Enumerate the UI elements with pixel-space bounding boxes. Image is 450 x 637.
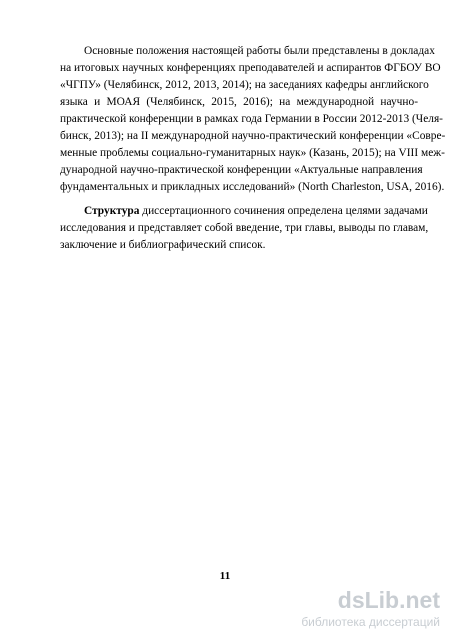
watermark-logo: dsLib.net [337,587,440,613]
paragraph1-line-8: дународной научно-практической конференции «Актуальные направления [60,164,423,176]
paragraph1-line-6: бинск, 2013); на II международной научно-практический конференции «Совре- [60,130,446,142]
paragraph2-line-3: заключение и библиографический список. [60,239,266,251]
paragraph1-line-4: языка и МОАЯ (Челябинск, 2015, 2016); на международной научно- [60,96,418,108]
structure-term: Структура [84,205,140,217]
paragraph2-line-1 [84,203,428,220]
paragraph1-line-3: «ЧГПУ» (Челябинск, 2012, 2013, 2014); на заседаниях кафедры английского [60,79,429,91]
paragraph1-line-1: Основные положения настоящей работы были представлены в докладах [84,45,435,57]
page-number: 11 [219,570,231,582]
paragraph1-line-7: менные проблемы социально-гуманитарных наук» (Казань, 2015); на VIII меж- [60,147,445,159]
paragraph2-line-1-rest: диссертационного сочинения определена целями задачами [139,205,428,217]
paragraph1-line-2: на итоговых научных конференциях преподавателей и аспирантов ФГБОУ ВО [60,62,441,74]
watermark [290,587,440,633]
paragraph1-line-9: фундаментальных и прикладных исследований» (North Charleston, USA, 2016). [60,181,445,193]
watermark-subtitle: библиотека диссертаций [301,615,440,629]
paragraph1-line-5: практической конференции в рамках года Германии в России 2012-2013 (Челя- [60,113,443,125]
paragraph2-line-2: исследования и представляет собой введение, три главы, выводы по главам, [60,222,429,234]
